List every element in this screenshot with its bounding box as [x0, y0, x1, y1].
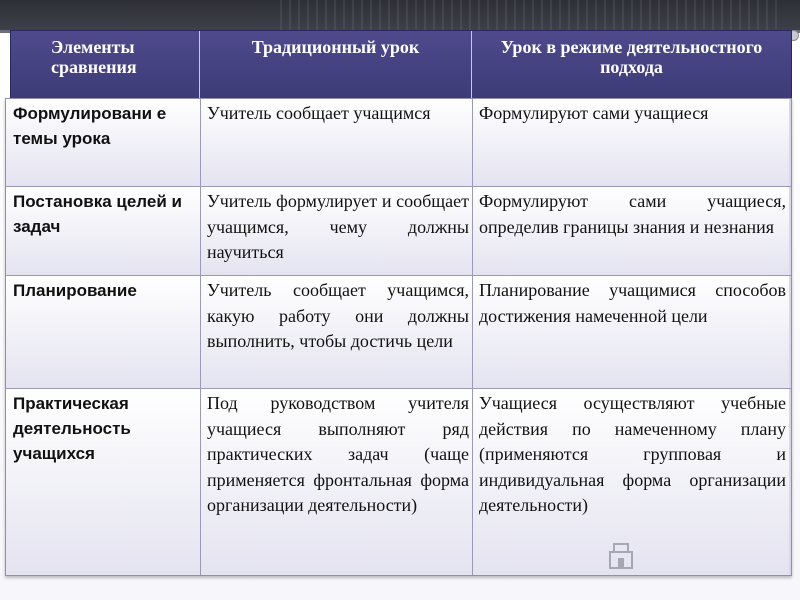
top-band-stripes	[280, 0, 780, 30]
header-elements: Элементы сравнения	[11, 31, 200, 101]
traditional-cell: Учитель сообщает учащимся	[201, 99, 473, 186]
header-traditional: Традиционный урок	[200, 31, 472, 101]
table-row	[6, 276, 791, 389]
header-activity: Урок в режиме деятельностного подхода	[500, 37, 763, 77]
activity-cell: Учащиеся осуществляют учебные действия по намеченному плану (применяются групповая и индивидуальная форма организации деятельности)	[473, 389, 789, 575]
activity-cell: Формулируют сами учащиеся	[473, 99, 789, 186]
table-header	[10, 30, 792, 102]
traditional-cell: Учитель сообщает учащимся, какую работу они должны выполнить, чтобы достичь цели	[201, 276, 473, 388]
comparison-table	[5, 98, 792, 576]
activity-cell: Формулируют сами учащиеся, определив границы знания и незнания	[473, 187, 789, 275]
row-element-label: Практическая деятельность учащихся	[6, 389, 201, 575]
table-row	[6, 187, 791, 276]
table-row	[6, 389, 791, 575]
activity-cell: Планирование учащимися способов достижения намеченной цели	[473, 276, 789, 388]
row-element-label: Постановка целей и задач	[6, 187, 201, 275]
row-element-label: Формулировани е темы урока	[6, 99, 201, 186]
watermark-building-icon	[608, 542, 634, 570]
watermark-logo-icon	[608, 541, 634, 571]
table-row	[6, 99, 791, 187]
traditional-cell: Учитель формулирует и сообщает учащимся, чему должны научиться	[201, 187, 473, 275]
traditional-cell: Под руководством учителя учащиеся выполняют ряд практических задач (чаще применяется фронтальная форма организации деятельности)	[201, 389, 473, 575]
row-element-label: Планирование	[6, 276, 201, 388]
